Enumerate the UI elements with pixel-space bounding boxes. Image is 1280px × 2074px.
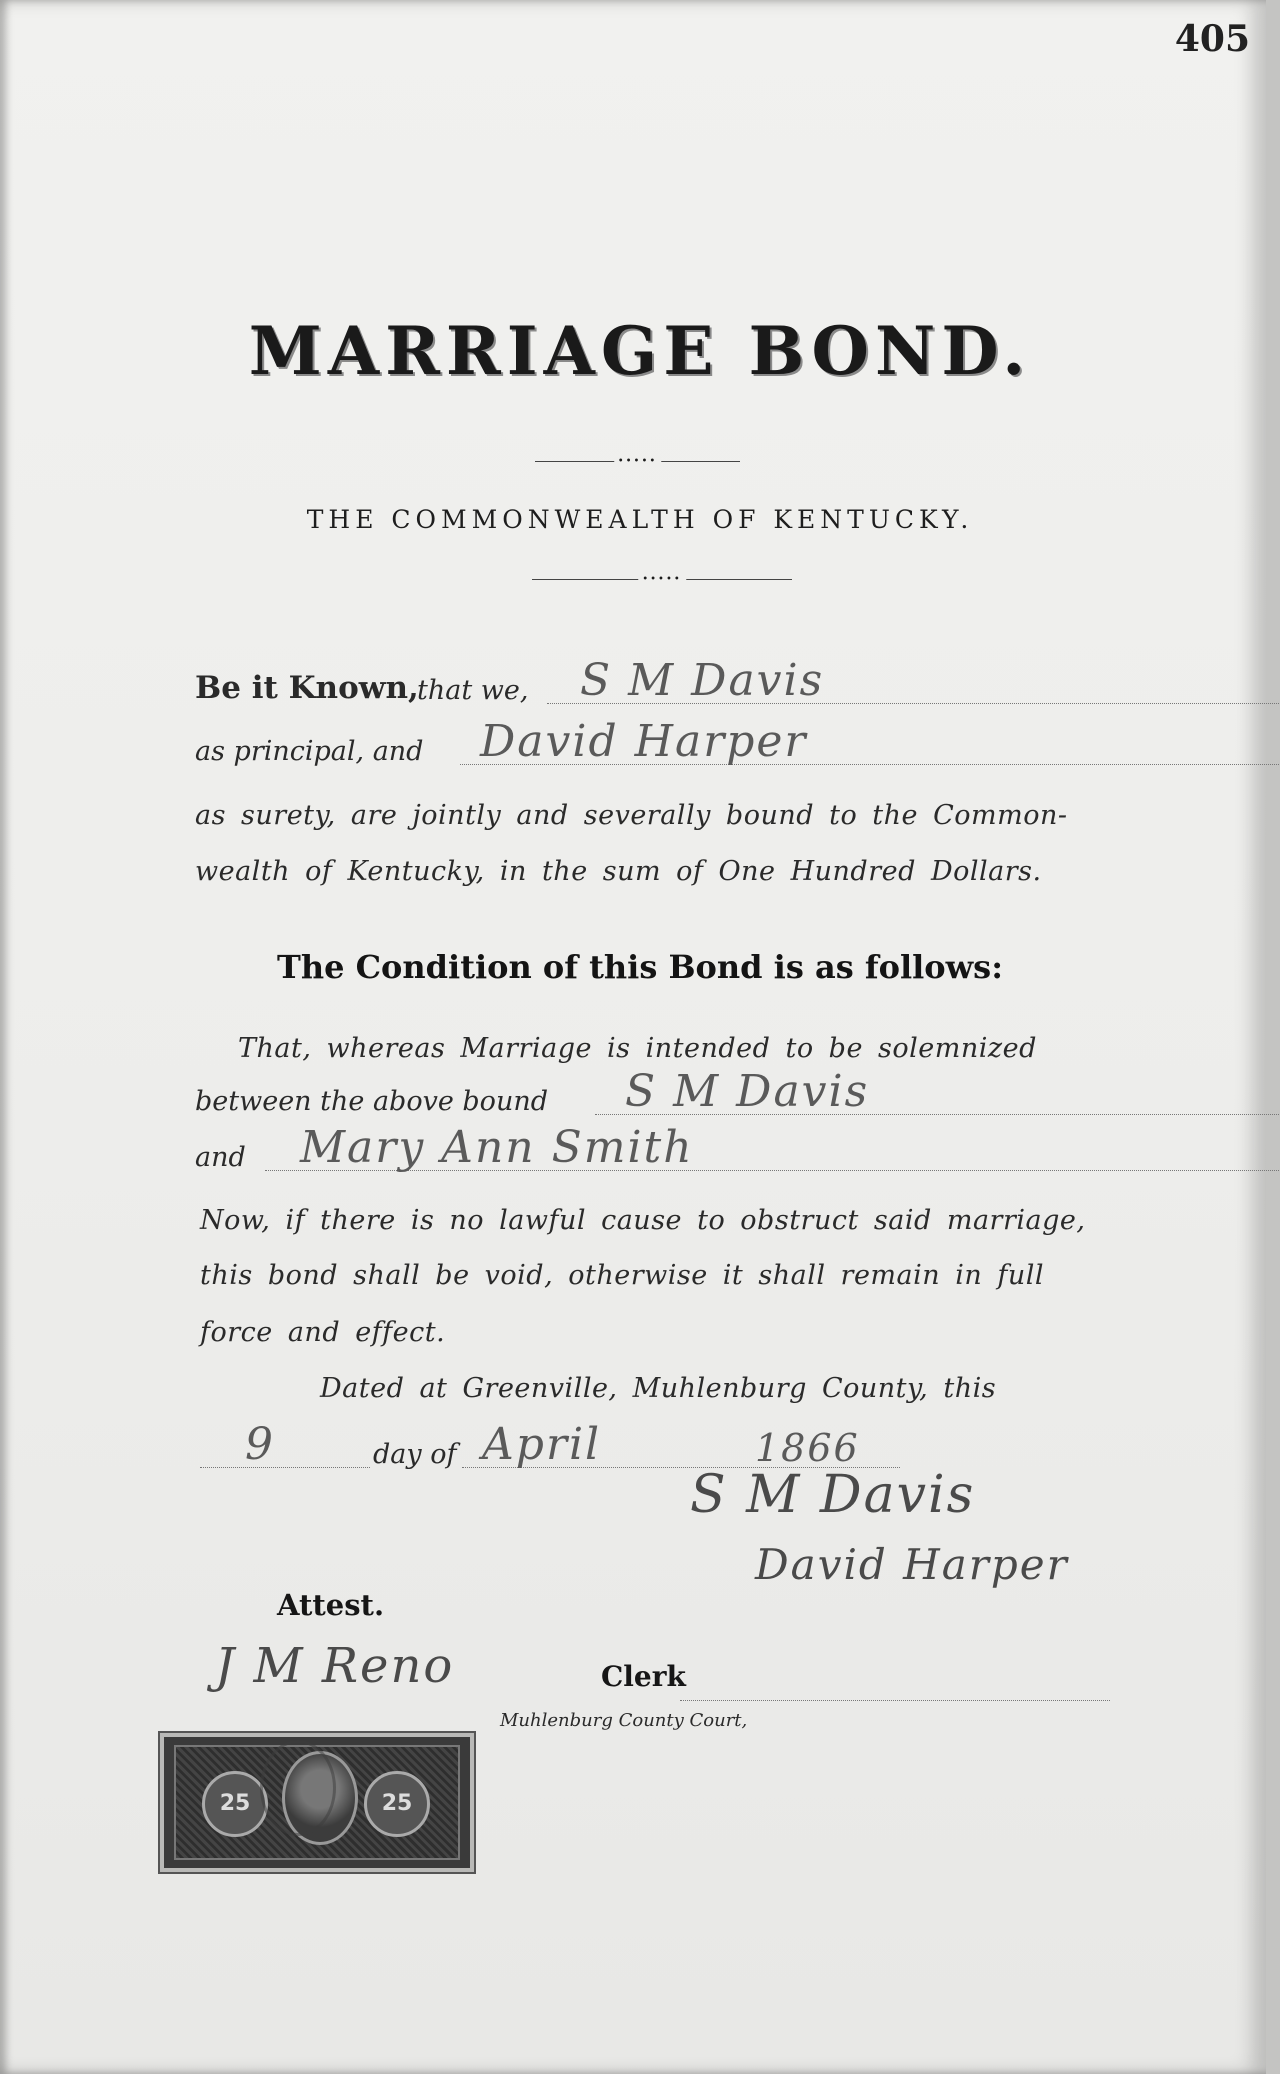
day-value: 9 [245, 1419, 275, 1470]
month-value: April [482, 1419, 602, 1470]
document-subtitle: THE COMMONWEALTH OF KENTUCKY. [306, 505, 974, 534]
stamp-value-right: 25 [364, 1771, 430, 1837]
groom-name: S M Davis [625, 1066, 870, 1117]
and-label: and [195, 1142, 246, 1173]
stamp-value-left: 25 [202, 1771, 268, 1837]
surety-signature: David Harper [755, 1540, 1069, 1589]
clerk-label: Clerk [601, 1660, 686, 1693]
year-value: 1866 [755, 1426, 860, 1470]
condition-line-4: Now, if there is no lawful cause to obstruct said marriage, [200, 1205, 1086, 1236]
condition-heading: The Condition of this Bond is as follows: [277, 948, 1003, 986]
surety-row [195, 716, 1100, 773]
condition-line-5: this bond shall be void, otherwise it shall remain in full [200, 1260, 1044, 1291]
court-name: Muhlenburg County Court, [500, 1710, 748, 1731]
that-we-label: that we, [417, 675, 529, 706]
bride-row [195, 1122, 1100, 1179]
be-it-known-label: Be it Known, [195, 670, 419, 706]
attest-label: Attest. [277, 1588, 385, 1622]
clerk-line [680, 1700, 1110, 1701]
condition-line-1: That, whereas Marriage is intended to be solemnized [238, 1033, 1037, 1064]
between-label: between the above bound [195, 1086, 549, 1117]
as-principal-label: as principal, and [195, 736, 424, 767]
ornamental-rule-top: ••••• [535, 456, 740, 468]
ornamental-rule-bottom: ••••• [532, 574, 792, 586]
groom-row [195, 1066, 1100, 1123]
bride-name: Mary Ann Smith [300, 1122, 694, 1173]
day-line [200, 1467, 370, 1468]
principal-row [195, 655, 1100, 712]
day-of-label: day of [373, 1439, 457, 1470]
surety-text: as surety, are jointly and severally bound to the Common- [195, 800, 1068, 831]
page-number: 405 [1174, 18, 1250, 60]
dated-line: Dated at Greenville, Muhlenburg County, this [320, 1373, 997, 1404]
condition-line-6: force and effect. [200, 1317, 446, 1348]
sum-text: wealth of Kentucky, in the sum of One Hundred Dollars. [195, 856, 1042, 887]
clerk-signature: J M Reno [215, 1638, 455, 1694]
stamp-cancellation-mark [260, 1740, 336, 1836]
principal-signature: S M Davis [690, 1465, 976, 1525]
document-title: MARRIAGE BOND. [248, 312, 1032, 390]
principal-name: S M Davis [580, 655, 825, 706]
surety-name: David Harper [480, 716, 808, 767]
